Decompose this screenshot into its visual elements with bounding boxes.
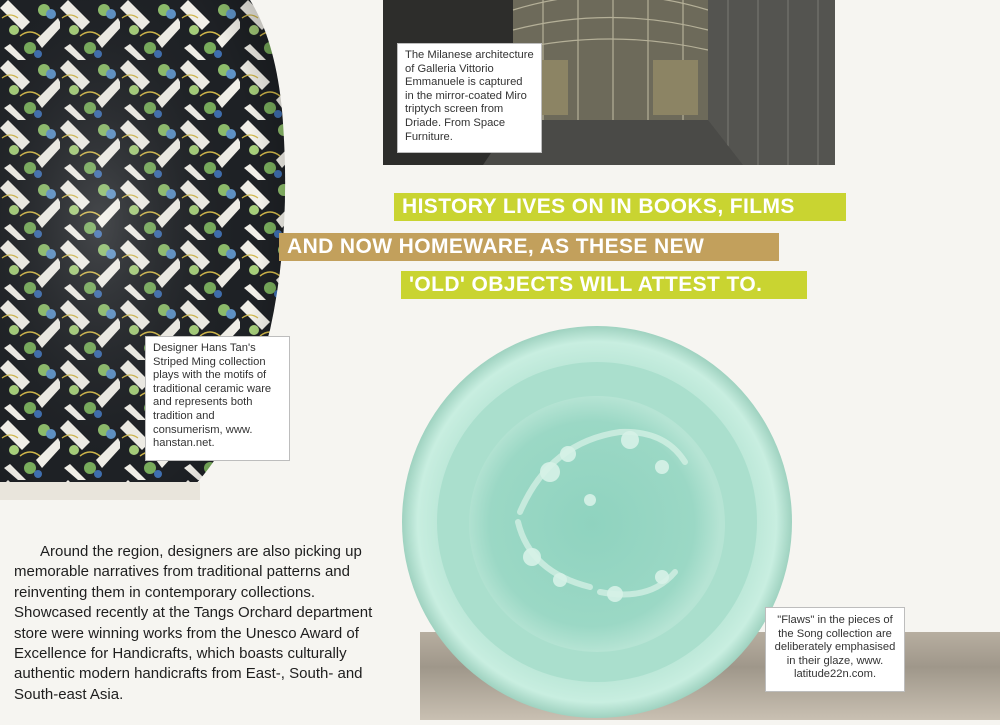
caption-plate-text: "Flaws" in the pieces of the Song collection are deliberately emphasised in their glaze, www. latitude22n.com.	[774, 614, 896, 681]
headline-line-2: AND NOW HOMEWARE, AS THESE NEW	[279, 233, 779, 261]
headline-line-1: HISTORY LIVES ON IN BOOKS, FILMS	[394, 193, 846, 221]
article-paragraph: Around the region, designers are also picking up memorable narratives from traditional patterns and reinventing them in contemporary collections. Showcased recently at the Tangs Orchard department store were winning works from the Unesco Award of Excellence for Handicrafts, which boasts culturally authentic modern handicrafts from East-, South- and South-east Asia.	[14, 543, 373, 703]
article-body	[14, 542, 394, 705]
caption-vase	[145, 336, 290, 461]
song-collection-plate-photo	[400, 322, 795, 720]
caption-plate	[765, 607, 905, 692]
plate-illustration	[400, 322, 795, 720]
caption-vase-text: Designer Hans Tan's Striped Ming collection plays with the motifs of traditional ceramic ware and represents both tradition and consumerism, www. hanstan.net.	[153, 342, 272, 450]
caption-galleria	[397, 43, 542, 153]
caption-galleria-text: The Milanese architecture of Galleria Vittorio Emmanuele is captured in the mirror-coated Miro triptych screen from Driade. From Space Furniture.	[405, 49, 534, 143]
headline-line-3: 'OLD' OBJECTS WILL ATTEST TO.	[401, 271, 807, 299]
